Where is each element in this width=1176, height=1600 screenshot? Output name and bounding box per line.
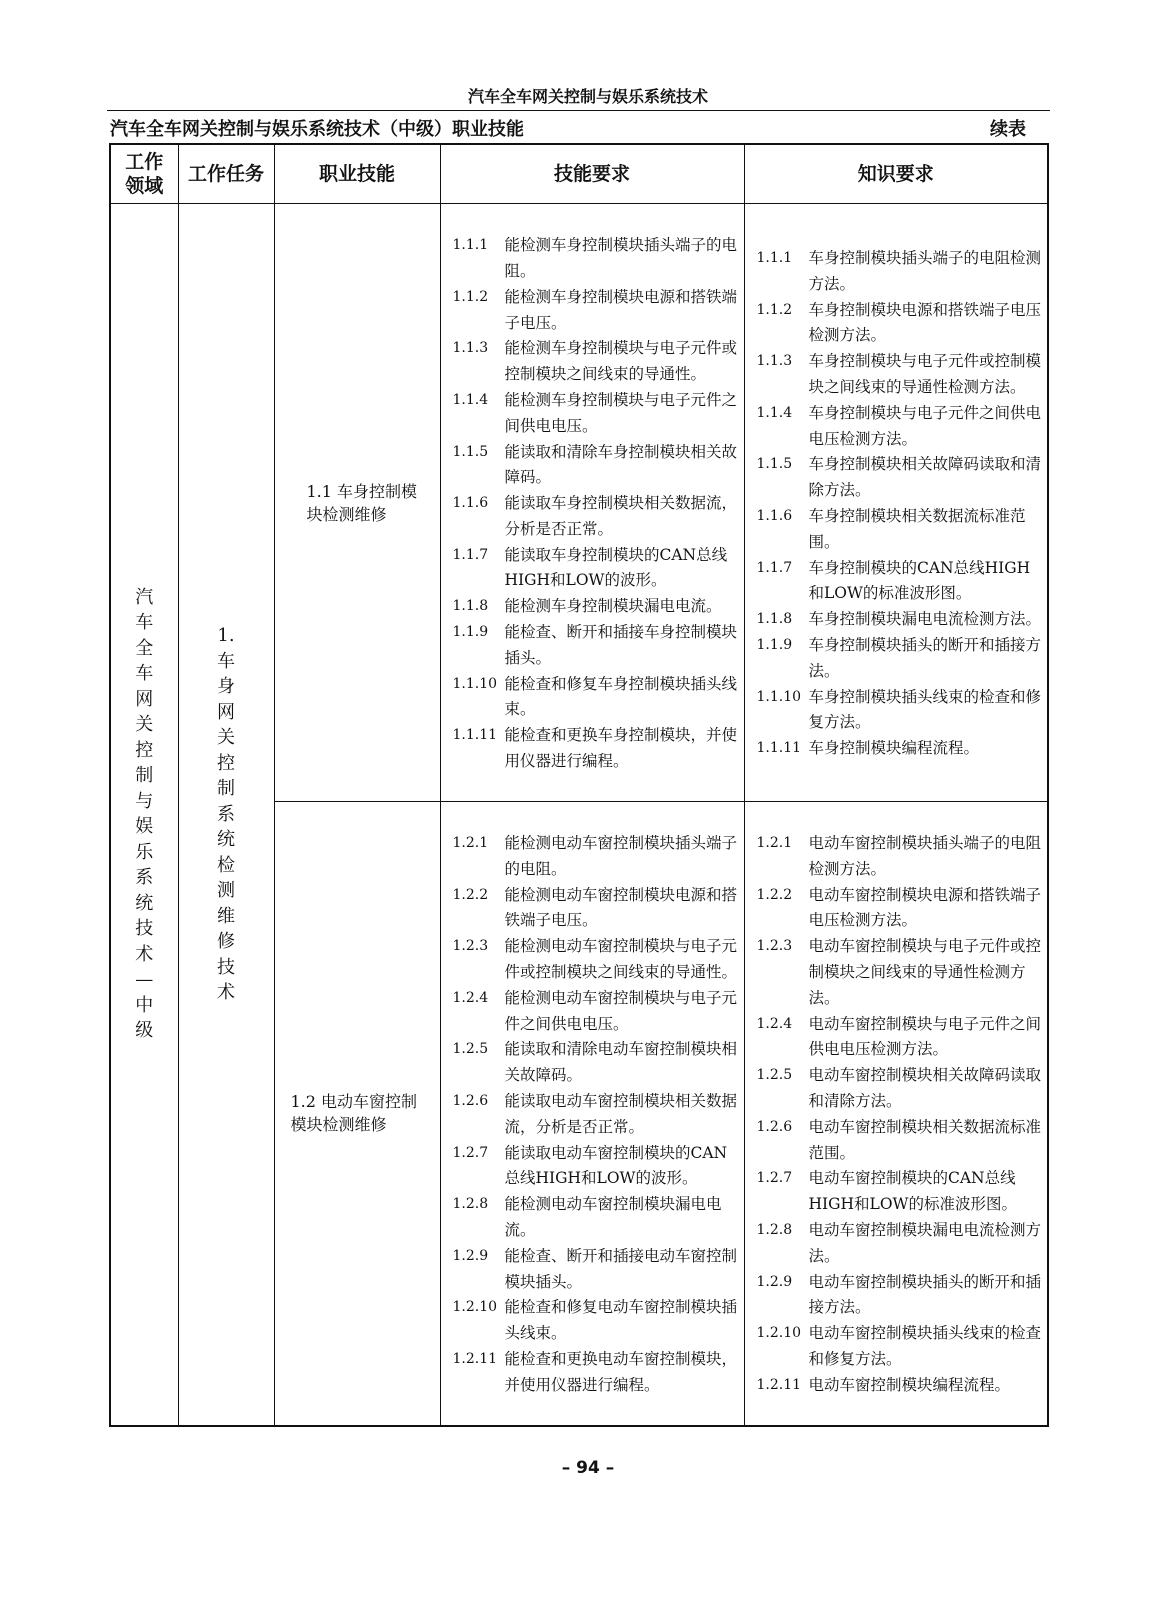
item-text: 电动车窗控制模块与电子元件或控制模块之间线束的导通性检测方法。	[808, 937, 1042, 1007]
list-item	[453, 543, 738, 595]
continued-label: 续表	[990, 119, 1026, 140]
item-text: 车身控制模块电源和搭铁端子电压检测方法。	[808, 300, 1042, 345]
item-text: 能检测电动车窗控制模块与电子元件或控制模块之间线束的导通性。	[504, 937, 738, 981]
header-skill-requirements: 技能要求	[440, 144, 744, 204]
item-text: 能检测电动车窗控制模块电源和搭铁端子电压。	[504, 885, 738, 930]
item-code: 1.2.2	[756, 886, 793, 903]
knowledge-requirements-list	[745, 239, 1048, 766]
item-code: 1.2.7	[452, 1144, 489, 1161]
item-text: 能读取车身控制模块的CAN总线HIGH和LOW的波形。	[504, 545, 728, 590]
list-item	[453, 1347, 738, 1399]
item-code: 1.1.6	[452, 495, 489, 512]
page-number: – 94 –	[561, 1458, 615, 1478]
item-code: 1.1.7	[452, 546, 489, 563]
item-code: 1.2.5	[756, 1067, 793, 1084]
list-item	[757, 736, 1042, 762]
list-item	[453, 934, 738, 986]
item-text: 能检测电动车窗控制模块与电子元件之间供电电压。	[504, 988, 738, 1033]
item-code: 1.2.3	[452, 938, 489, 955]
item-code: 1.2.9	[756, 1273, 793, 1290]
item-code: 1.2.4	[452, 989, 489, 1006]
list-item	[757, 1012, 1042, 1064]
list-item	[453, 723, 738, 775]
header-skill: 职业技能	[274, 144, 440, 204]
list-item	[757, 1115, 1042, 1167]
item-text: 车身控制模块编程流程。	[808, 739, 980, 758]
skill-name: 1.1 车身控制模块检测维修	[306, 481, 418, 524]
item-text: 能检测车身控制模块插头端子的电阻。	[504, 236, 738, 280]
item-code: 1.1.11	[452, 727, 498, 744]
list-item	[453, 1141, 738, 1193]
skills-table	[109, 143, 1049, 1427]
list-item	[757, 1270, 1042, 1322]
table-header-row	[110, 144, 1048, 204]
item-code: 1.1.7	[756, 559, 793, 576]
item-code: 1.1.1	[452, 237, 489, 254]
item-text: 能读取和清除车身控制模块相关故障码。	[504, 442, 738, 487]
item-code: 1.1.11	[756, 740, 802, 757]
item-text: 能读取和清除电动车窗控制模块相关故障码。	[504, 1040, 738, 1085]
item-code: 1.1.4	[756, 404, 793, 421]
list-item	[757, 401, 1042, 453]
item-code: 1.1.2	[756, 301, 793, 318]
list-item	[453, 1037, 738, 1089]
list-item	[757, 452, 1042, 504]
list-item	[757, 1321, 1042, 1373]
item-text: 能读取电动车窗控制模块的CAN总线HIGH和LOW的波形。	[504, 1143, 728, 1188]
item-text: 车身控制模块漏电电流检测方法。	[808, 610, 1042, 629]
item-text: 车身控制模块插头端子的电阻检测方法。	[808, 249, 1042, 293]
list-item	[757, 831, 1042, 883]
item-code: 1.2.7	[756, 1170, 793, 1187]
item-text: 电动车窗控制模块与电子元件之间供电电压检测方法。	[808, 1014, 1042, 1059]
header-domain: 工作领域	[110, 144, 178, 204]
item-text: 电动车窗控制模块的CAN总线HIGH和LOW的标准波形图。	[808, 1169, 1017, 1214]
list-item	[453, 620, 738, 672]
list-item	[757, 504, 1042, 556]
item-text: 车身控制模块相关故障码读取和清除方法。	[808, 455, 1042, 500]
list-item	[757, 556, 1042, 608]
item-code: 1.1.5	[452, 443, 489, 460]
item-code: 1.2.1	[452, 834, 489, 851]
list-item	[453, 883, 738, 935]
task-cell	[178, 204, 274, 1426]
item-text: 能检查、断开和插接车身控制模块插头。	[504, 623, 738, 667]
list-item	[757, 1166, 1042, 1218]
task-text: 1.车身网关控制系统检测维修技术	[217, 625, 235, 1003]
skill-cell-1-1	[274, 204, 440, 802]
item-text: 车身控制模块与电子元件或控制模块之间线束的导通性检测方法。	[808, 352, 1042, 397]
item-text: 能检查和更换电动车窗控制模块，并使用仪器进行编程。	[504, 1349, 738, 1394]
header-task: 工作任务	[178, 144, 274, 204]
item-text: 电动车窗控制模块插头线束的检查和修复方法。	[808, 1324, 1042, 1368]
item-code: 1.1.8	[452, 598, 489, 615]
list-item	[453, 1089, 738, 1141]
knowledge-requirements-cell	[744, 204, 1048, 802]
skill-requirements-list	[441, 226, 744, 779]
item-text: 车身控制模块插头线束的检查和修复方法。	[808, 687, 1042, 732]
item-text: 电动车窗控制模块漏电电流检测方法。	[808, 1220, 1042, 1265]
skill-cell-1-2	[274, 802, 440, 1426]
knowledge-requirements-list	[745, 824, 1048, 1403]
list-item	[757, 685, 1042, 737]
item-text: 电动车窗控制模块插头端子的电阻检测方法。	[808, 833, 1042, 878]
item-code: 1.1.10	[452, 675, 498, 692]
list-item	[453, 1295, 738, 1347]
header-knowledge-requirements: 知识要求	[744, 144, 1048, 204]
list-item	[757, 1218, 1042, 1270]
domain-text: 汽车全车网关控制与娱乐系统技术—中级	[135, 586, 154, 1042]
list-item	[757, 934, 1042, 1011]
item-text: 能检查和修复车身控制模块插头线束。	[504, 674, 738, 719]
item-text: 能检测车身控制模块电源和搭铁端子电压。	[504, 287, 738, 332]
item-code: 1.1.9	[756, 636, 793, 653]
list-item	[757, 1063, 1042, 1115]
item-code: 1.2.8	[452, 1196, 489, 1213]
skill-requirements-list	[441, 824, 744, 1403]
item-text: 电动车窗控制模块相关故障码读取和清除方法。	[808, 1066, 1042, 1110]
skill-requirements-cell	[440, 204, 744, 802]
item-text: 能检测车身控制模块与电子元件或控制模块之间线束的导通性。	[504, 339, 738, 384]
item-code: 1.2.4	[756, 1015, 793, 1032]
item-text: 车身控制模块的CAN总线HIGH和LOW的标准波形图。	[808, 558, 1031, 603]
list-item	[757, 633, 1042, 685]
list-item	[453, 594, 738, 620]
item-text: 车身控制模块相关数据流标准范围。	[808, 507, 1026, 551]
item-text: 能检查、断开和插接电动车窗控制模块插头。	[504, 1246, 738, 1291]
item-text: 车身控制模块与电子元件之间供电电压检测方法。	[808, 403, 1042, 448]
item-code: 1.2.10	[756, 1325, 802, 1342]
item-text: 车身控制模块插头的断开和插接方法。	[808, 635, 1042, 680]
item-code: 1.2.11	[452, 1350, 498, 1367]
list-item	[453, 440, 738, 492]
list-item	[453, 285, 738, 337]
list-item	[453, 1244, 738, 1296]
list-item	[757, 298, 1042, 350]
list-item	[757, 1373, 1042, 1399]
item-code: 1.1.5	[756, 456, 793, 473]
item-code: 1.2.2	[452, 886, 489, 903]
item-text: 电动车窗控制模块插头的断开和插接方法。	[808, 1272, 1042, 1317]
item-code: 1.2.8	[756, 1221, 793, 1238]
header-rule	[107, 110, 1050, 111]
table-title: 汽车全车网关控制与娱乐系统技术（中级）职业技能	[110, 119, 524, 140]
item-text: 电动车窗控制模块相关数据流标准范围。	[808, 1117, 1042, 1162]
list-item	[453, 336, 738, 388]
item-code: 1.1.10	[756, 688, 802, 705]
list-item	[453, 233, 738, 285]
item-code: 1.1.9	[452, 624, 489, 641]
knowledge-requirements-cell	[744, 802, 1048, 1426]
list-item	[453, 491, 738, 543]
item-code: 1.1.3	[756, 353, 793, 370]
item-code: 1.1.6	[756, 508, 793, 524]
item-code: 1.2.11	[756, 1376, 802, 1393]
item-text: 能读取车身控制模块相关数据流，分析是否正常。	[504, 494, 738, 538]
list-item	[453, 986, 738, 1038]
list-item	[757, 246, 1042, 298]
item-code: 1.1.8	[756, 611, 793, 628]
item-text: 能检查和修复电动车窗控制模块插头线束。	[504, 1298, 738, 1343]
item-code: 1.2.5	[452, 1041, 489, 1058]
item-code: 1.1.4	[452, 391, 489, 408]
item-code: 1.2.6	[756, 1118, 793, 1135]
list-item	[757, 349, 1042, 401]
list-item	[453, 1192, 738, 1244]
item-text: 能检测车身控制模块与电子元件之间供电电压。	[504, 390, 738, 435]
domain-cell	[110, 204, 178, 1426]
list-item	[453, 831, 738, 883]
item-code: 1.1.2	[452, 288, 489, 305]
item-text: 电动车窗控制模块电源和搭铁端子电压检测方法。	[808, 885, 1042, 930]
item-code: 1.2.6	[452, 1092, 489, 1109]
item-text: 能检查和更换车身控制模块，并使用仪器进行编程。	[504, 726, 738, 771]
item-code: 1.1.1	[756, 250, 793, 267]
skill-name: 1.2 电动车窗控制模块检测维修	[290, 1092, 418, 1135]
item-text: 能读取电动车窗控制模块相关数据流，分析是否正常。	[504, 1091, 738, 1136]
list-item	[453, 388, 738, 440]
skill-requirements-cell	[440, 802, 744, 1426]
item-code: 1.2.3	[756, 938, 793, 955]
running-head: 汽车全车网关控制与娱乐系统技术	[467, 87, 708, 106]
item-code: 1.2.9	[452, 1247, 489, 1264]
item-code: 1.2.10	[452, 1299, 498, 1316]
table-row	[110, 204, 1048, 802]
item-text: 电动车窗控制模块编程流程。	[808, 1375, 1011, 1394]
item-text: 能检测电动车窗控制模块插头端子的电阻。	[504, 833, 738, 878]
item-code: 1.2.1	[756, 834, 793, 851]
list-item	[757, 607, 1042, 633]
item-text: 能检测车身控制模块漏电电流。	[504, 597, 722, 616]
list-item	[453, 672, 738, 724]
item-text: 能检测电动车窗控制模块漏电电流。	[504, 1195, 722, 1239]
item-code: 1.1.3	[452, 340, 489, 357]
list-item	[757, 883, 1042, 935]
